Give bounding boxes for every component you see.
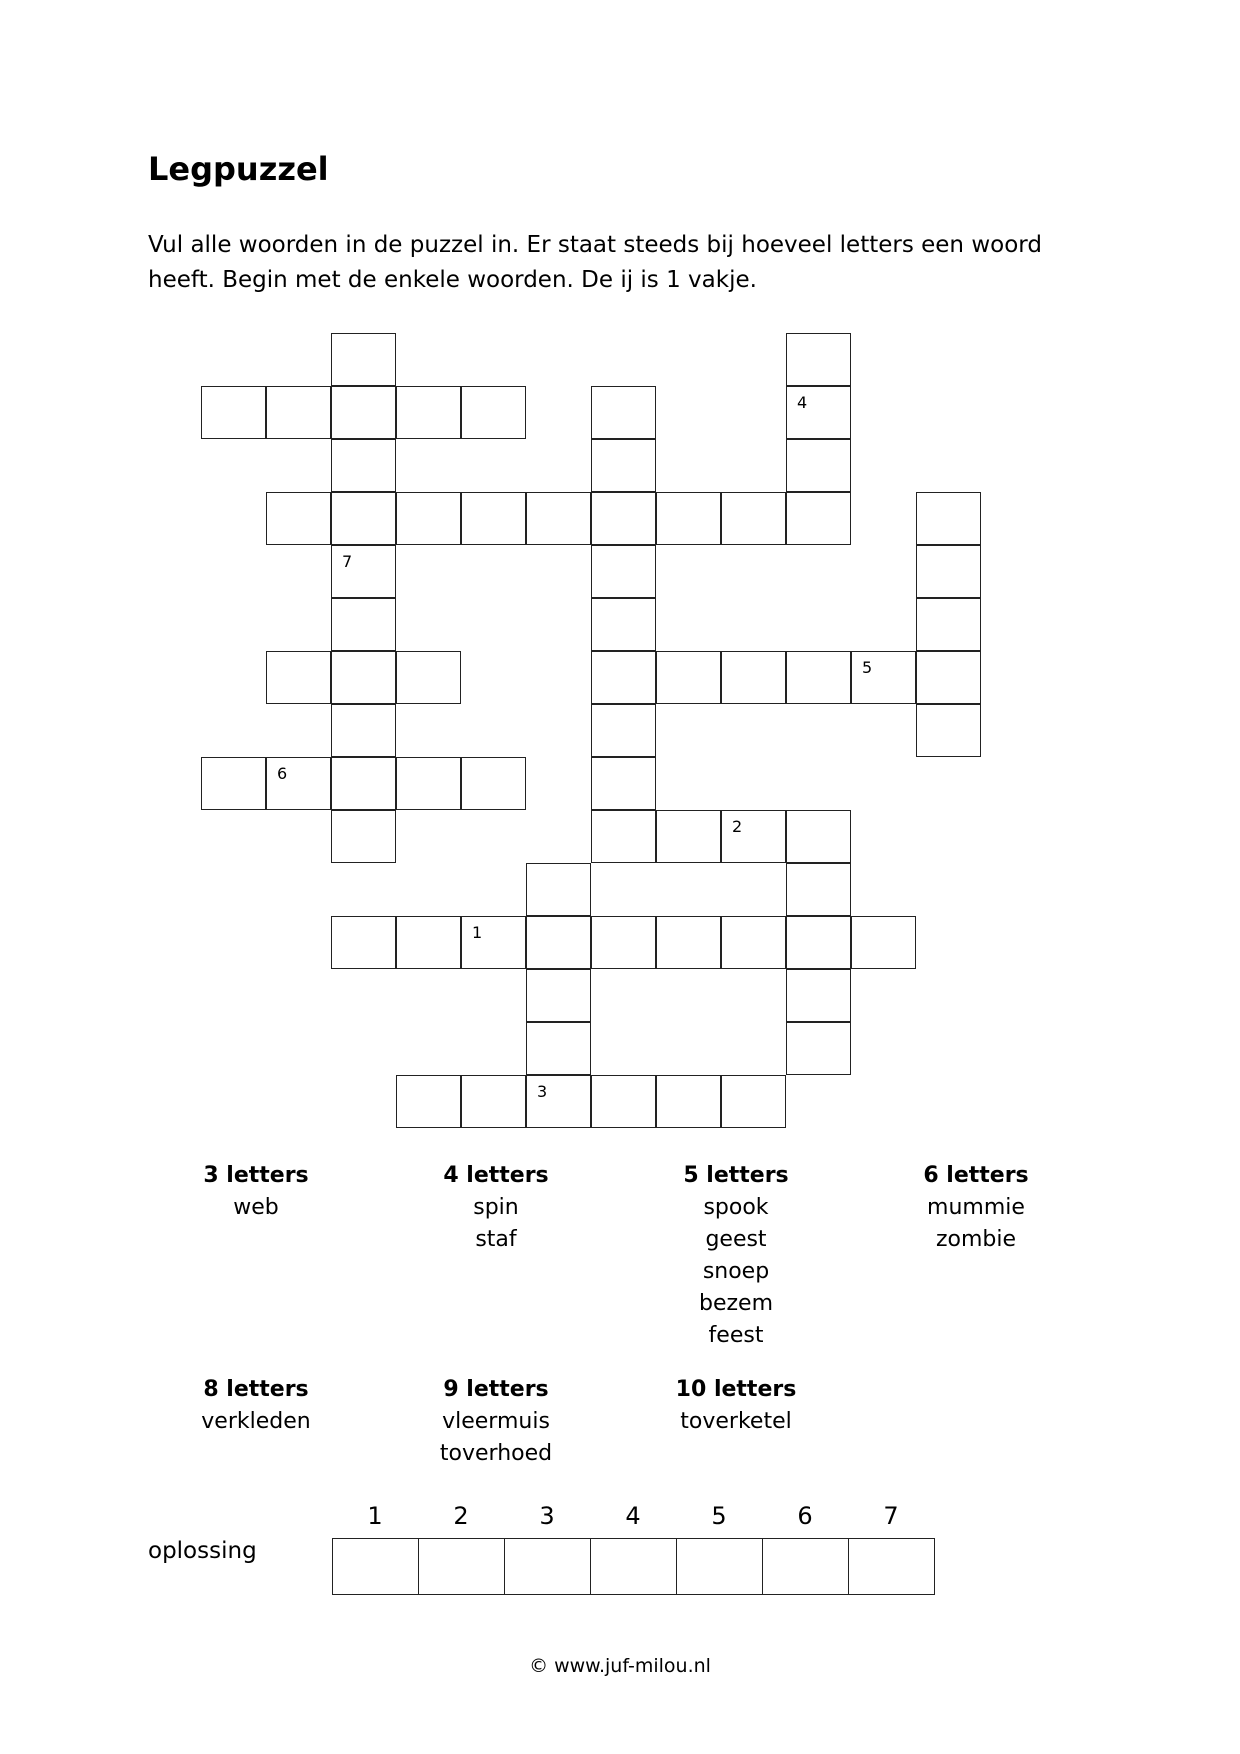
- crossword-cell[interactable]: [331, 757, 396, 810]
- cell-number: 4: [797, 393, 808, 412]
- crossword-cell[interactable]: [721, 916, 786, 969]
- solution-number: 6: [797, 1502, 813, 1530]
- crossword-cell[interactable]: [591, 651, 656, 704]
- crossword-cell[interactable]: [786, 439, 851, 492]
- solution-box[interactable]: [590, 1538, 677, 1595]
- word-item: snoep: [702, 1259, 770, 1284]
- word-group-heading: 5 letters: [683, 1163, 789, 1188]
- word-group-3: [146, 1160, 366, 1224]
- solution-number: 7: [883, 1502, 899, 1530]
- crossword-cell[interactable]: [786, 1022, 851, 1075]
- crossword-cell[interactable]: [201, 757, 266, 810]
- crossword-cell[interactable]: [591, 386, 656, 439]
- crossword-cell[interactable]: [201, 386, 266, 439]
- crossword-cell[interactable]: [266, 651, 331, 704]
- solution-box[interactable]: [418, 1538, 505, 1595]
- crossword-cell[interactable]: [591, 916, 656, 969]
- crossword-cell[interactable]: [656, 1075, 721, 1128]
- word-item: mummie: [927, 1195, 1025, 1220]
- solution-box[interactable]: [848, 1538, 935, 1595]
- crossword-cell[interactable]: [331, 545, 396, 598]
- word-item: spook: [703, 1195, 769, 1220]
- crossword-cell[interactable]: [656, 651, 721, 704]
- solution-number: 3: [539, 1502, 555, 1530]
- crossword-cell[interactable]: [591, 1075, 656, 1128]
- word-group-5: [626, 1160, 846, 1352]
- solution-box[interactable]: [762, 1538, 849, 1595]
- crossword-cell[interactable]: [396, 757, 461, 810]
- cell-number: 6: [277, 764, 288, 783]
- word-group-heading: 8 letters: [203, 1377, 309, 1402]
- crossword-cell[interactable]: [591, 810, 656, 863]
- crossword-cell[interactable]: [526, 1022, 591, 1075]
- crossword-cell[interactable]: [656, 810, 721, 863]
- solution-box[interactable]: [504, 1538, 591, 1595]
- crossword-cell[interactable]: [396, 651, 461, 704]
- word-group-6: [866, 1160, 1086, 1256]
- crossword-cell[interactable]: [266, 757, 331, 810]
- crossword-cell[interactable]: [721, 810, 786, 863]
- crossword-cell[interactable]: [461, 492, 526, 545]
- crossword-cell[interactable]: [331, 598, 396, 651]
- crossword-cell[interactable]: [721, 651, 786, 704]
- word-item: vleermuis: [442, 1409, 550, 1434]
- crossword-cell[interactable]: [851, 651, 916, 704]
- crossword-cell[interactable]: [331, 810, 396, 863]
- crossword-cell[interactable]: [396, 1075, 461, 1128]
- cell-number: 3: [537, 1082, 548, 1101]
- crossword-cell[interactable]: [461, 757, 526, 810]
- cell-number: 7: [342, 552, 353, 571]
- word-group-9: [386, 1374, 606, 1470]
- cell-number: 1: [472, 923, 483, 942]
- crossword-cell[interactable]: [396, 386, 461, 439]
- crossword-cell[interactable]: [786, 651, 851, 704]
- crossword-cell[interactable]: [266, 386, 331, 439]
- crossword-cell[interactable]: [721, 1075, 786, 1128]
- crossword-cell[interactable]: [331, 386, 396, 439]
- crossword-cell[interactable]: [591, 704, 656, 757]
- crossword-cell[interactable]: [721, 492, 786, 545]
- word-item: web: [233, 1195, 279, 1220]
- crossword-cell[interactable]: [526, 969, 591, 1022]
- word-item: zombie: [935, 1227, 1017, 1252]
- crossword-cell[interactable]: [331, 704, 396, 757]
- crossword-cell[interactable]: [396, 492, 461, 545]
- crossword-cell[interactable]: [461, 916, 526, 969]
- crossword-cell[interactable]: [526, 1075, 591, 1128]
- crossword-cell[interactable]: [786, 492, 851, 545]
- solution-number: 2: [453, 1502, 469, 1530]
- crossword-cell[interactable]: [396, 916, 461, 969]
- word-group-4: [386, 1160, 606, 1256]
- crossword-cell[interactable]: [786, 863, 851, 916]
- solution-number: 5: [711, 1502, 727, 1530]
- word-item: feest: [708, 1323, 764, 1348]
- crossword-cell[interactable]: [656, 492, 721, 545]
- word-item: toverhoed: [439, 1441, 553, 1466]
- word-item: spin: [473, 1195, 519, 1220]
- cell-number: 2: [732, 817, 743, 836]
- word-item: toverketel: [680, 1409, 792, 1434]
- solution-box[interactable]: [332, 1538, 419, 1595]
- word-item: verkleden: [201, 1409, 311, 1434]
- solution-box[interactable]: [676, 1538, 763, 1595]
- word-group-10: [626, 1374, 846, 1438]
- word-group-8: [146, 1374, 366, 1438]
- word-item: staf: [475, 1227, 517, 1252]
- page-title: Legpuzzel: [148, 150, 329, 188]
- cell-number: 5: [862, 658, 873, 677]
- crossword-cell[interactable]: [591, 598, 656, 651]
- crossword-cell[interactable]: [461, 1075, 526, 1128]
- word-group-heading: 3 letters: [203, 1163, 309, 1188]
- crossword-cell[interactable]: [591, 439, 656, 492]
- crossword-cell[interactable]: [656, 916, 721, 969]
- word-group-heading: 10 letters: [675, 1377, 797, 1402]
- crossword-cell[interactable]: [786, 386, 851, 439]
- crossword-cell[interactable]: [851, 916, 916, 969]
- solution-number: 1: [367, 1502, 383, 1530]
- instructions: Vul alle woorden in de puzzel in. Er staat steeds bij hoeveel letters een woord heeft. Begin met de enkele woorden. De ij is 1 vakje.: [148, 232, 1042, 293]
- crossword-cell[interactable]: [331, 439, 396, 492]
- crossword-cell[interactable]: [526, 916, 591, 969]
- word-group-heading: 6 letters: [923, 1163, 1029, 1188]
- crossword-cell[interactable]: [591, 757, 656, 810]
- crossword-cell[interactable]: [786, 916, 851, 969]
- crossword-cell[interactable]: [526, 492, 591, 545]
- word-item: bezem: [698, 1291, 773, 1316]
- crossword-cell[interactable]: [331, 916, 396, 969]
- crossword-cell[interactable]: [916, 651, 981, 704]
- crossword-cell[interactable]: [591, 492, 656, 545]
- solution-label: oplossing: [148, 1538, 257, 1564]
- crossword-cell[interactable]: [266, 492, 331, 545]
- crossword-cell[interactable]: [916, 492, 981, 545]
- crossword-cell[interactable]: [786, 969, 851, 1022]
- solution-number: 4: [625, 1502, 641, 1530]
- crossword-cell[interactable]: [331, 492, 396, 545]
- crossword-cell[interactable]: [331, 651, 396, 704]
- crossword-cell[interactable]: [526, 863, 591, 916]
- crossword-cell[interactable]: [331, 333, 396, 386]
- crossword-cell[interactable]: [916, 704, 981, 757]
- word-group-heading: 4 letters: [443, 1163, 549, 1188]
- crossword-cell[interactable]: [916, 598, 981, 651]
- word-item: geest: [705, 1227, 767, 1252]
- copyright-footer: © www.juf-milou.nl: [529, 1655, 711, 1677]
- crossword-cell[interactable]: [786, 810, 851, 863]
- crossword-cell[interactable]: [591, 545, 656, 598]
- crossword-cell[interactable]: [461, 386, 526, 439]
- crossword-cell[interactable]: [786, 333, 851, 386]
- word-group-heading: 9 letters: [443, 1377, 549, 1402]
- crossword-cell[interactable]: [916, 545, 981, 598]
